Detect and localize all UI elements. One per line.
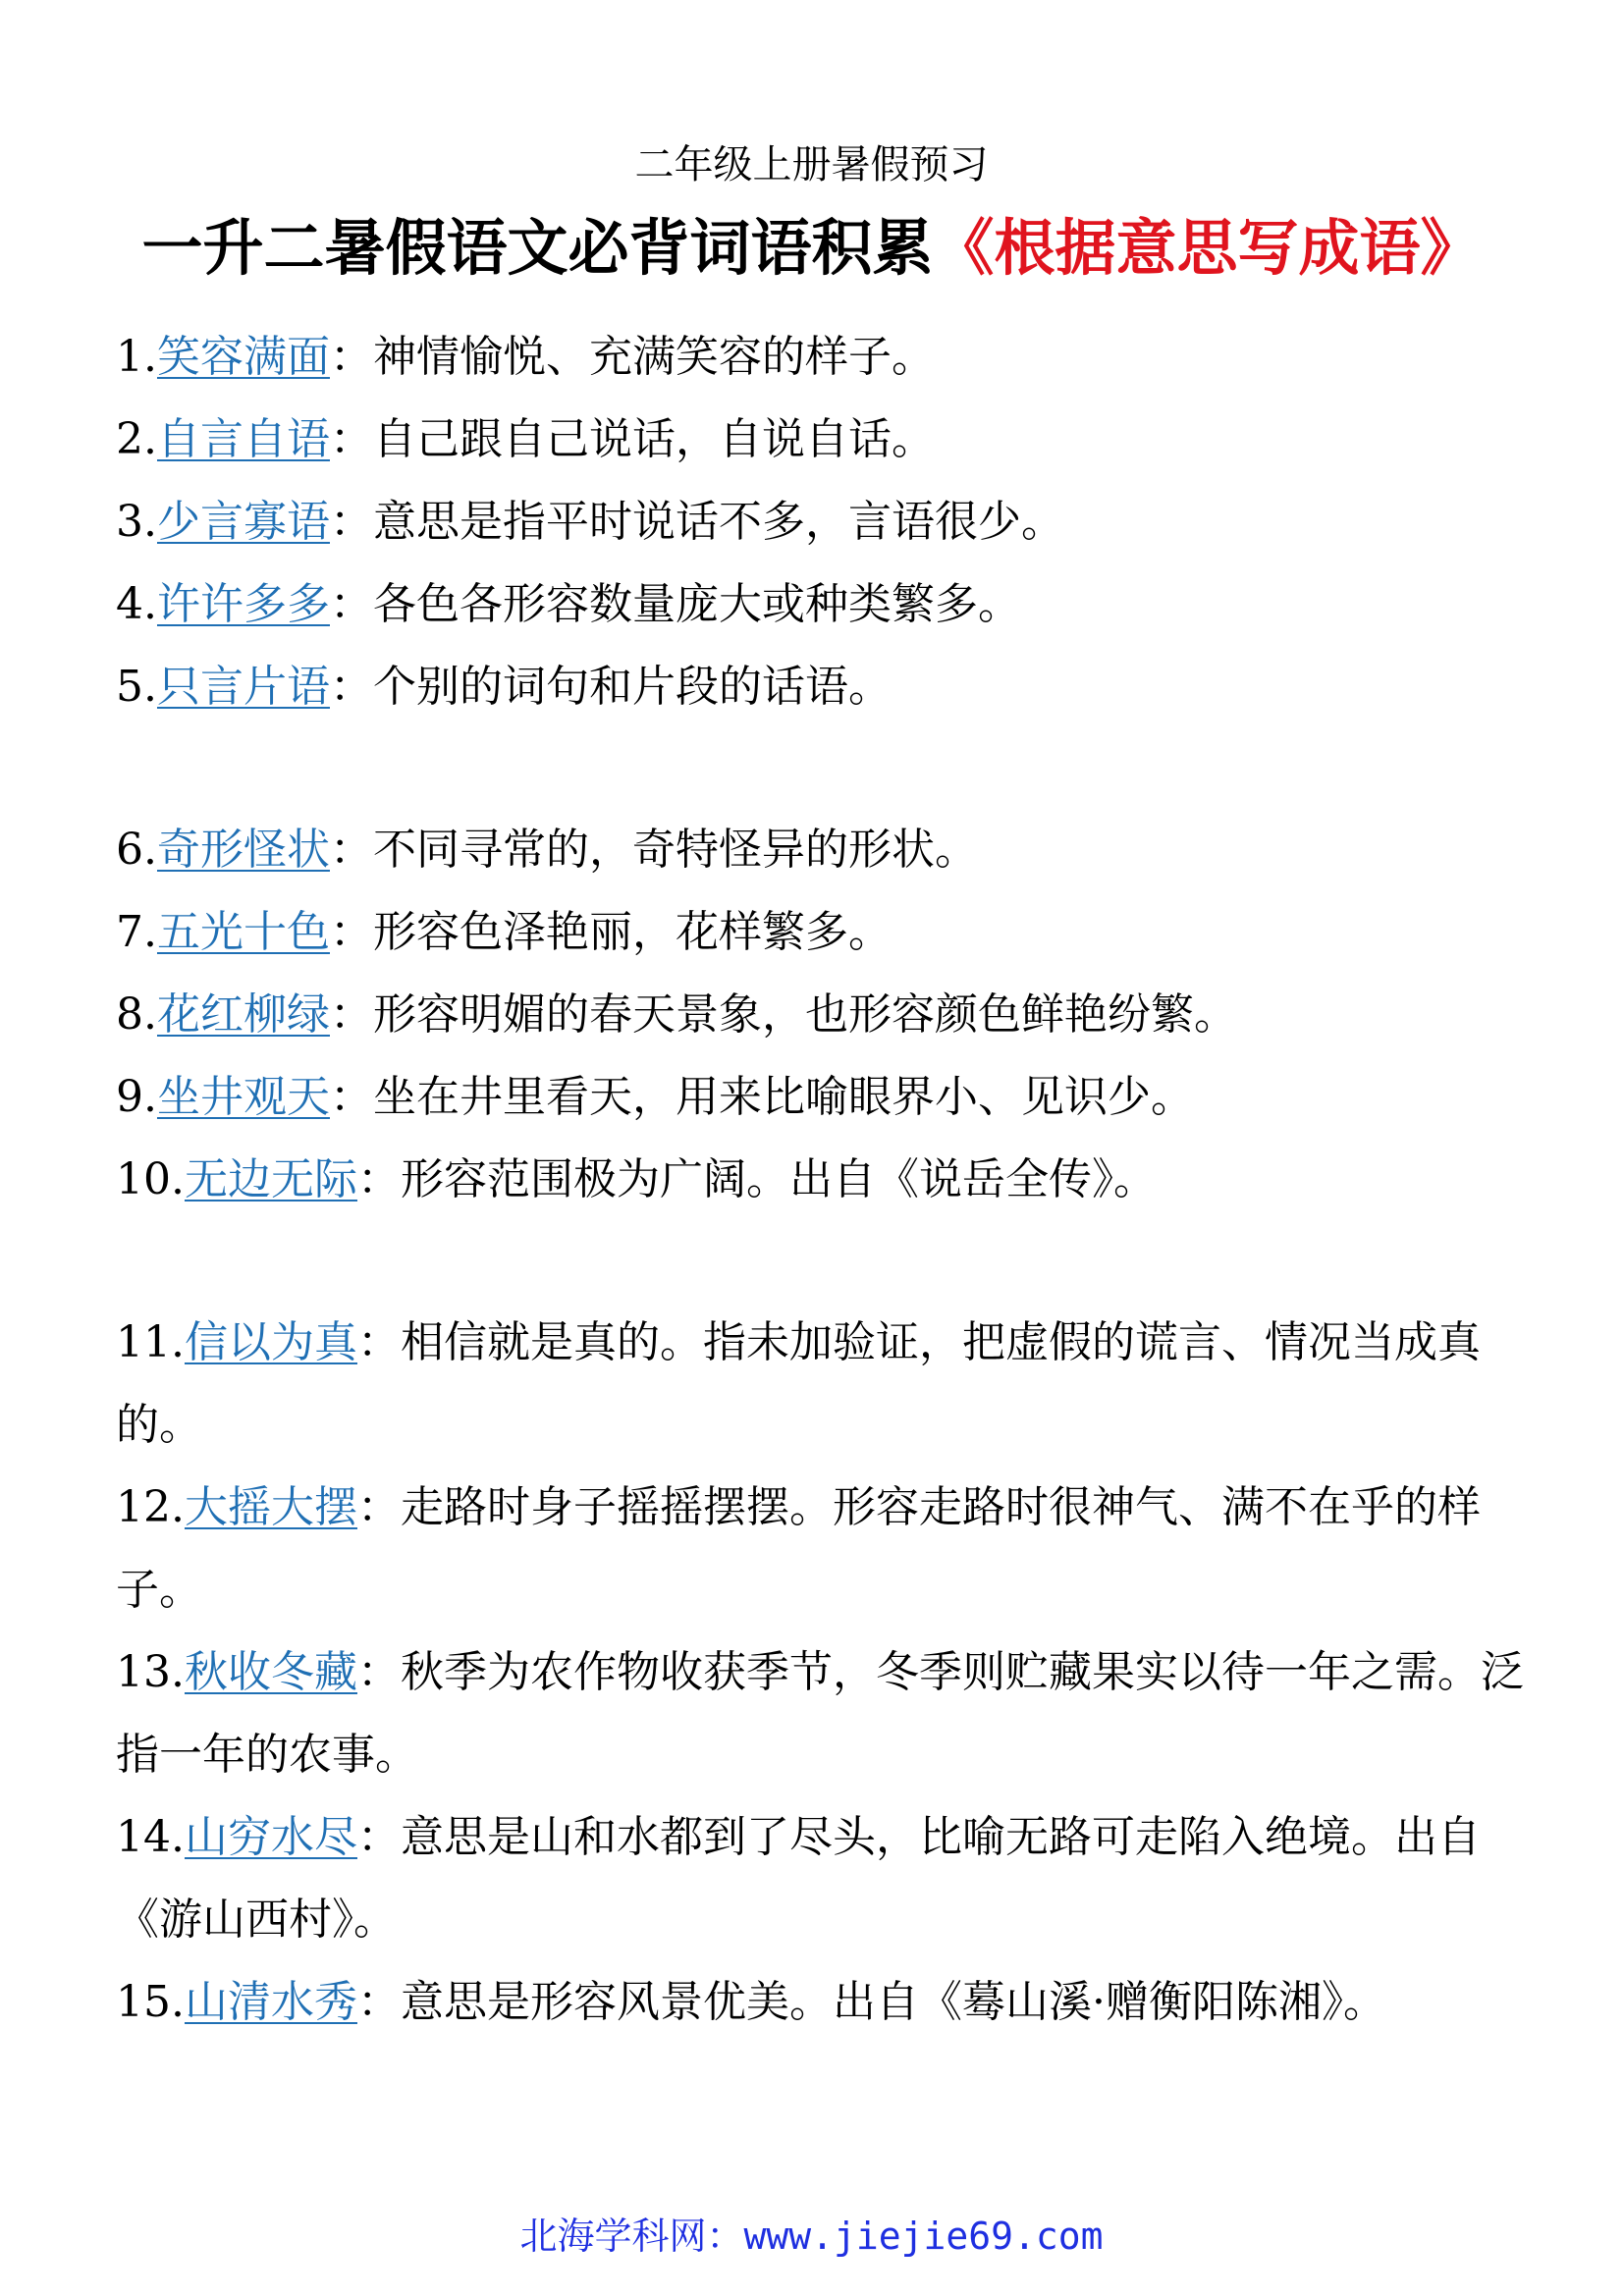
list-item xyxy=(116,974,1530,1056)
entry-number: 1. xyxy=(116,332,157,382)
entry-definition: ：坐在井里看天，用来比喻眼界小、见识少。 xyxy=(329,1072,1194,1122)
idiom-link[interactable]: 自言自语 xyxy=(156,414,330,464)
list-item xyxy=(116,1467,1530,1631)
entry-definition: ：意思是形容风景优美。出自《蓦山溪·赠衡阳陈湘》。 xyxy=(356,1977,1386,2027)
entry-number: 8. xyxy=(116,989,157,1040)
list-item xyxy=(116,1056,1530,1139)
idiom-link[interactable]: 笑容满面 xyxy=(156,332,330,382)
entry-definition: ：形容范围极为广阔。出自《说岳全传》。 xyxy=(356,1154,1157,1204)
idiom-link[interactable]: 五光十色 xyxy=(156,907,330,957)
list-item xyxy=(116,646,1530,728)
idiom-link[interactable]: 坐井观天 xyxy=(156,1072,330,1122)
list-item xyxy=(116,1631,1530,1796)
idiom-link[interactable]: 山穷水尽 xyxy=(184,1812,357,1862)
entry-definition: ：走路时身子摇摇摆摆。形容走路时很神气、满不在乎的样子。 xyxy=(116,1482,1481,1615)
idiom-link[interactable]: 奇形怪状 xyxy=(156,825,330,875)
idiom-link[interactable]: 只言片语 xyxy=(156,662,330,712)
entry-number: 11. xyxy=(116,1317,185,1367)
idiom-link[interactable]: 花红柳绿 xyxy=(156,989,330,1040)
idiom-link[interactable]: 信以为真 xyxy=(184,1317,357,1367)
entry-number: 5. xyxy=(116,662,157,712)
list-item xyxy=(116,481,1530,563)
idiom-list xyxy=(116,316,1530,2044)
page-subtitle: 二年级上册暑假预习 xyxy=(634,142,989,187)
list-item xyxy=(116,1961,1530,2044)
list-item xyxy=(116,891,1530,974)
entry-definition: ：意思是山和水都到了尽头，比喻无路可走陷入绝境。出自《游山西村》。 xyxy=(116,1812,1481,1945)
entry-definition: ：神情愉悦、充满笑容的样子。 xyxy=(329,332,935,382)
list-item xyxy=(116,1139,1530,1221)
idiom-link[interactable]: 大摇大摆 xyxy=(184,1482,357,1532)
list-item xyxy=(116,1302,1530,1467)
entry-definition: ：相信就是真的。指未加验证，把虚假的谎言、情况当成真的。 xyxy=(116,1317,1481,1450)
list-item xyxy=(116,1796,1530,1961)
idiom-link[interactable]: 秋收冬藏 xyxy=(184,1647,357,1697)
entry-number: 7. xyxy=(116,907,157,957)
idiom-link[interactable]: 无边无际 xyxy=(184,1154,357,1204)
entry-number: 2. xyxy=(116,414,157,464)
idiom-link[interactable]: 许许多多 xyxy=(156,579,330,629)
entry-number: 15. xyxy=(116,1977,185,2027)
title-main: 一升二暑假语文必背词语积累 xyxy=(141,212,934,284)
footer-label: 北海学科网： xyxy=(519,2215,744,2258)
title-accent: 《根据意思写成语》 xyxy=(933,212,1482,284)
entry-number: 3. xyxy=(116,497,157,547)
list-item xyxy=(116,316,1530,399)
entry-definition: ：秋季为农作物收获季节，冬季则贮藏果实以待一年之需。泛指一年的农事。 xyxy=(116,1647,1524,1780)
entry-number: 12. xyxy=(116,1482,185,1532)
idiom-link[interactable]: 山清水秀 xyxy=(184,1977,357,2027)
entry-number: 9. xyxy=(116,1072,157,1122)
list-item xyxy=(116,399,1530,481)
entry-definition: ：形容明媚的春天景象，也形容颜色鲜艳纷繁。 xyxy=(329,989,1237,1040)
entry-definition: ：意思是指平时说话不多，言语很少。 xyxy=(329,497,1064,547)
entry-definition: ：不同寻常的，奇特怪异的形状。 xyxy=(329,825,978,875)
entry-number: 10. xyxy=(116,1154,185,1204)
entry-number: 6. xyxy=(116,825,157,875)
entry-definition: ：各色各形容数量庞大或种类繁多。 xyxy=(329,579,1021,629)
list-item xyxy=(116,563,1530,646)
entry-definition: ：个别的词句和片段的话语。 xyxy=(329,662,892,712)
footer-watermark xyxy=(0,2209,1623,2264)
idiom-link[interactable]: 少言寡语 xyxy=(156,497,330,547)
entry-definition: ：自己跟自己说话，自说自话。 xyxy=(329,414,935,464)
footer-url[interactable]: www.jiejie69.com xyxy=(743,2215,1104,2258)
list-item xyxy=(116,809,1530,891)
entry-number: 4. xyxy=(116,579,157,629)
entry-definition: ：形容色泽艳丽，花样繁多。 xyxy=(329,907,892,957)
page-title xyxy=(0,206,1623,291)
entry-number: 14. xyxy=(116,1812,185,1862)
entry-number: 13. xyxy=(116,1647,185,1697)
